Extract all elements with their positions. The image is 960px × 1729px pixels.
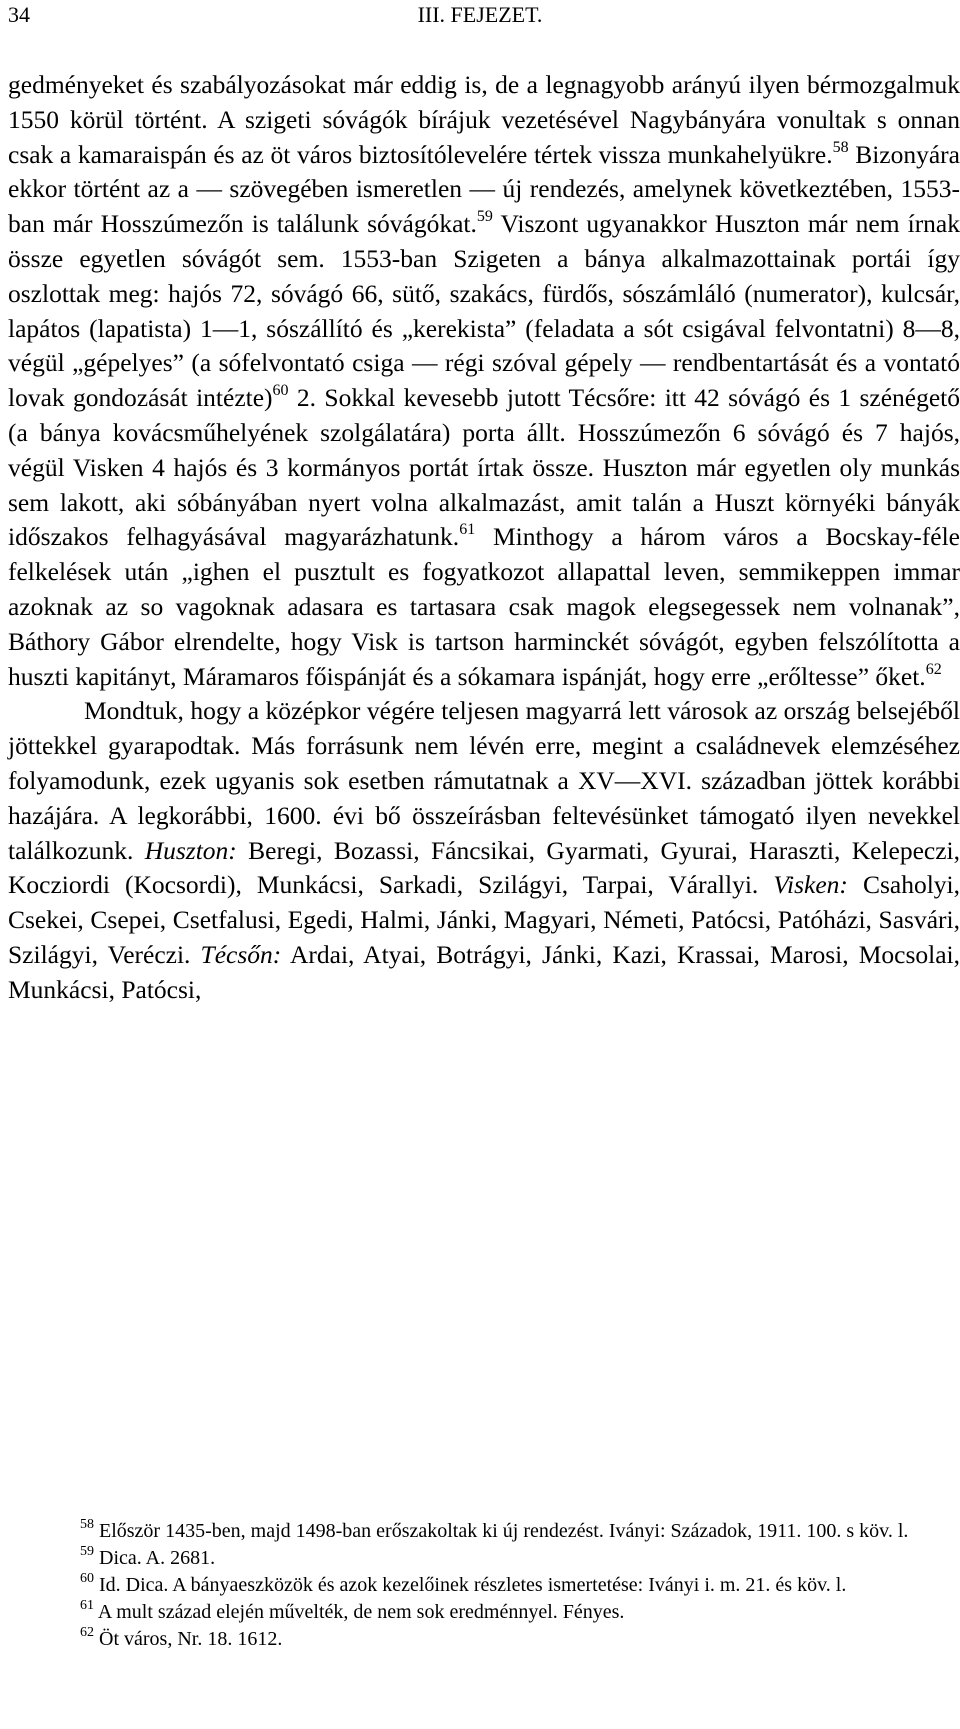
footnote (8, 1599, 960, 1626)
footnote-number: 61 (80, 1598, 94, 1613)
chapter-heading: III. FEJEZET. (417, 2, 543, 27)
footnote-text: A mult század elején művelték, de nem sok eredménnyel. Fényes. (97, 1601, 625, 1623)
footnote-text: Öt város, Nr. 18. 1612. (99, 1628, 283, 1650)
footnote-reference: 58 (832, 138, 849, 156)
text-run: Ardai, Atyai, Botrágyi, Jánki, Kazi, Krassai, Marosi, Mocsolai, Munkácsi, Patócsi, (8, 939, 960, 1004)
page-number: 34 (8, 2, 30, 27)
text-run: Viszont ugyanakkor Huszton már nem írnak össze egyetlen sóvágót sem. 1553-ban Szigeten a bánya alkalmazottainak portái így oszlottak meg: hajós 72, sóvágó 66, sütő, szakács, fürdős, sószámláló (numerator), kulcsár, lapátos (lapatista) 1—1, sószállító és „kerekista” (feladata a sót csigával felvontatni) 8—8, végül „gépelyes” (a sófelvontató csiga — régi szóval gépely — rendbentartását és a vontató lovak gondozását intézte) (8, 209, 960, 413)
footnote-reference: 61 (459, 521, 476, 539)
text-run: Minthogy a három város a Bocskay-féle felkelések után „ighen el pusztult es fogyatkozot allapattal leven, semmikeppen immar azoknak az so vagoknak adasara es tartasara csak magok elegsegessek nem volnanak”, Báthory Gábor elrendelte, hogy Visk is tartson harminckét sóvágót, egyben felszólította a huszti kapitányt, Máramaros főispánját és a sókamara ispánját, hogy erre „erőltesse” őket. (8, 522, 960, 691)
text-run: 2. Sokkal kevesebb jutott Técsőre: itt 42 sóvágó és 1 szénégető (a bánya kovácsműhelyének szolgálatára) porta állt. Hosszúmezőn 6 sóvágó és 7 hajós, végül Visken 4 hajós és 3 kormányos portát írtak össze. Huszton már egyetlen oly munkás sem lakott, aki sóbányában nyert volna alkalmazást, amit talán a Huszt környéki bányák időszakos felhagyásával magyarázhatunk. (8, 383, 960, 552)
footnote-number: 60 (80, 1571, 94, 1586)
body-paragraph (8, 68, 960, 694)
footnote (8, 1626, 960, 1653)
footnote (8, 1518, 960, 1545)
text-run: Beregi, Bozassi, Fáncsikai, Gyarmati, Gyurai, Haraszti, Kelepeczi, Kocziordi (Kocsordi), Munkácsi, Sarkadi, Szilágyi, Tarpai, Várallyi. (8, 835, 960, 900)
footnote-text: Először 1435-ben, majd 1498-ban erőszakoltak ki új rendezést. Iványi: Századok, 1911. 100. s köv. l. (99, 1520, 909, 1542)
text-run: Csaholyi, Csekei, Csepei, Csetfalusi, Egedi, Halmi, Jánki, Magyari, Németi, Patócsi, Patóházi, Sasvári, Szilágyi, Veréczi. (8, 870, 960, 969)
place-name-heading: Huszton: (144, 835, 237, 865)
place-name-heading: Técsőn: (200, 939, 282, 969)
footnote-number: 59 (80, 1544, 94, 1559)
footnote-reference: 62 (925, 660, 942, 678)
page-header (8, 0, 952, 34)
footnote (8, 1545, 960, 1572)
text-run: Bizonyára ekkor történt az a — szövegében ismeretlen — új rendezés, amelynek következtében, 1553-ban már Hosszúmezőn is találunk sóvágókat. (8, 139, 960, 239)
text-run: gedményeket és szabályozásokat már eddig is, de a legnagyobb arányú ilyen bérmozgalmuk 1550 körül történt. A szigeti sóvágók bírájuk vezetésével Nagybányára vonultak s onnan csak a kamaraispán és az öt város biztosítólevelére tértek vissza munkahelyükre. (8, 70, 960, 169)
body-text (8, 68, 960, 1008)
footnotes (8, 1518, 960, 1653)
footnote-text: Dica. A. 2681. (99, 1547, 216, 1569)
place-name-heading: Visken: (773, 870, 848, 900)
text-run: Mondtuk, hogy a középkor végére teljesen magyarrá lett városok az ország belsejéből jöttekkel gyarapodtak. Más forrásunk nem lévén erre, megint a családnevek elemzéséhez folyamodunk, ezek ugyanis sok esetben rámutatnak a XV—XVI. században jöttek korábbi hazájára. A legkorábbi, 1600. évi bő összeírásban feltevésünket támogató ilyen nevekkel találkozunk. (8, 696, 960, 865)
footnote-reference: 59 (476, 208, 493, 226)
footnote-reference: 60 (272, 382, 289, 400)
footnote-number: 62 (80, 1625, 94, 1640)
footnote-text: Id. Dica. A bányaeszközök és azok kezelőinek részletes ismertetése: Iványi i. m. 21. és köv. l. (99, 1574, 847, 1596)
footnote-number: 58 (80, 1517, 94, 1532)
footnote (8, 1572, 960, 1599)
body-paragraph (8, 694, 960, 1007)
